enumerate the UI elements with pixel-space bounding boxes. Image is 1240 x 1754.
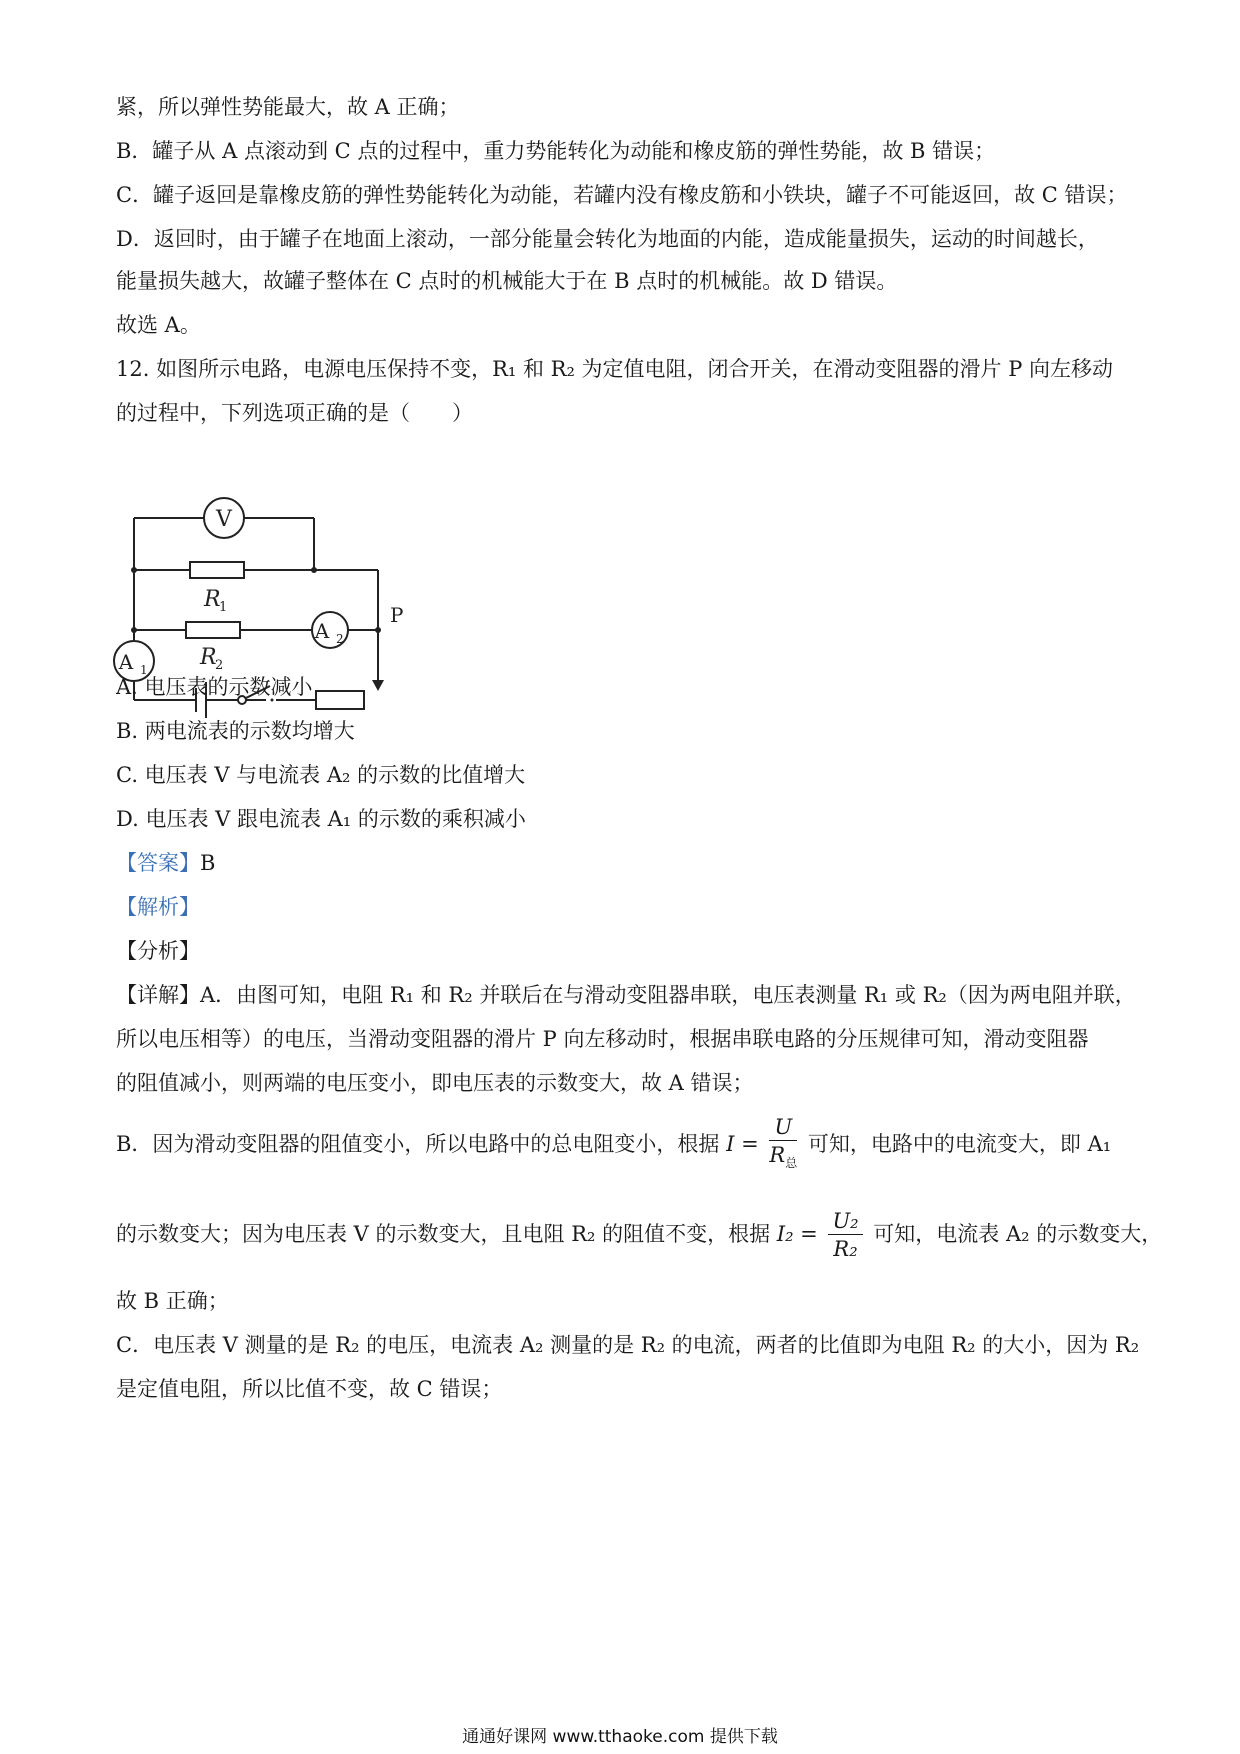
option-c: C. 电压表 V 与电流表 A₂ 的示数的比值增大	[116, 763, 526, 787]
explain-b2-post: 可知，电流表 A₂ 的示数变大，	[873, 1222, 1163, 1246]
option-d: D. 电压表 V 跟电流表 A₁ 的示数的乘积减小	[116, 807, 526, 831]
formula2-den: R₂	[833, 1237, 858, 1261]
explain-line: 的阻值减小，则两端的电压变小，即电压表的示数变大，故 A 错误；	[116, 1071, 754, 1095]
formula2-fraction	[828, 1208, 862, 1263]
a1-subscript: 1	[140, 663, 148, 677]
formula1-lhs: I =	[726, 1132, 759, 1157]
explain-b1	[116, 1114, 1136, 1177]
a2-label: A	[314, 619, 330, 643]
explain-b2-pre: 的示数变大；因为电压表 V 的示数变大，且电阻 R₂ 的阻值不变，根据	[116, 1222, 771, 1246]
resistor-r2	[186, 622, 240, 638]
answer-tag: 【答案】	[116, 851, 200, 875]
text-line: 能量损失越大，故罐子整体在 C 点时的机械能大于在 B 点时的机械能。故 D 错误。	[116, 269, 898, 293]
formula1-fraction	[769, 1114, 797, 1177]
formula1-den	[769, 1141, 797, 1177]
explain-b1-post: 可知，电路中的电流变大，即 A₁	[807, 1132, 1112, 1157]
question-stem: 12. 如图所示电路，电源电压保持不变，R₁ 和 R₂ 为定值电阻，闭合开关，在滑动变阻器的滑片 P 向左移动	[116, 357, 1114, 381]
option-b: B. 两电流表的示数均增大	[116, 719, 355, 743]
explain-line: 【详解】A．由图可知，电阻 R₁ 和 R₂ 并联后在与滑动变阻器串联，电压表测量 R₁ 或 R₂（因为两电阻并联，	[116, 983, 1136, 1007]
explain-line: 故 B 正确；	[116, 1289, 229, 1313]
resistor-r1	[190, 562, 244, 578]
text-line: 故选 A。	[116, 313, 201, 337]
analysis-tag: 【解析】	[116, 895, 200, 919]
answer-value: B	[200, 851, 216, 875]
explain-b1-pre: B．因为滑动变阻器的阻值变小，所以电路中的总电阻变小，根据	[116, 1132, 720, 1157]
r1-subscript: 1	[219, 600, 228, 615]
formula1-den-r: R	[769, 1143, 786, 1167]
question-stem: 的过程中，下列选项正确的是（ ）	[116, 401, 473, 425]
text-line: D．返回时，由于罐子在地面上滚动，一部分能量会转化为地面的内能，造成能量损失，运动的时间越长，	[116, 227, 1099, 251]
text-line: B．罐子从 A 点滚动到 C 点的过程中，重力势能转化为动能和橡皮筋的弹性势能，故 B 错误；	[116, 139, 996, 163]
explain-line: 所以电压相等）的电压，当滑动变阻器的滑片 P 向左移动时，根据串联电路的分压规律可知，滑动变阻器	[116, 1027, 1089, 1051]
formula1-den-sub: 总	[785, 1156, 798, 1171]
explain-b2	[116, 1206, 1163, 1263]
slider-label: P	[390, 603, 404, 627]
text-line: C．罐子返回是靠橡皮筋的弹性势能转化为动能，若罐内没有橡皮筋和小铁块，罐子不可能返回，故 C 错误；	[116, 183, 1128, 207]
r2-label: R	[200, 645, 217, 670]
answer-line	[116, 848, 1136, 878]
explain-line: C．电压表 V 测量的是 R₂ 的电压，电流表 A₂ 测量的是 R₂ 的电流，两者的比值即为电阻 R₂ 的大小，因为 R₂	[116, 1333, 1140, 1357]
page-footer: 通通好课网 www.tthaoke.com 提供下载	[462, 1727, 778, 1747]
text-line: 紧，所以弹性势能最大，故 A 正确；	[116, 95, 460, 119]
explain-line: 是定值电阻，所以比值不变，故 C 错误；	[116, 1377, 503, 1401]
formula2-num: U₂	[828, 1208, 862, 1235]
a1-label: A	[118, 650, 134, 674]
voltmeter-label: V	[216, 507, 232, 532]
r2-subscript: 2	[215, 658, 224, 673]
option-a: A. 电压表的示数减小	[116, 675, 313, 699]
r1-label: R	[204, 587, 221, 612]
a2-subscript: 2	[336, 632, 344, 646]
formula1-num: U	[769, 1114, 797, 1141]
fenxi-tag: 【分析】	[116, 939, 200, 963]
formula2-lhs: I₂ =	[776, 1222, 818, 1246]
